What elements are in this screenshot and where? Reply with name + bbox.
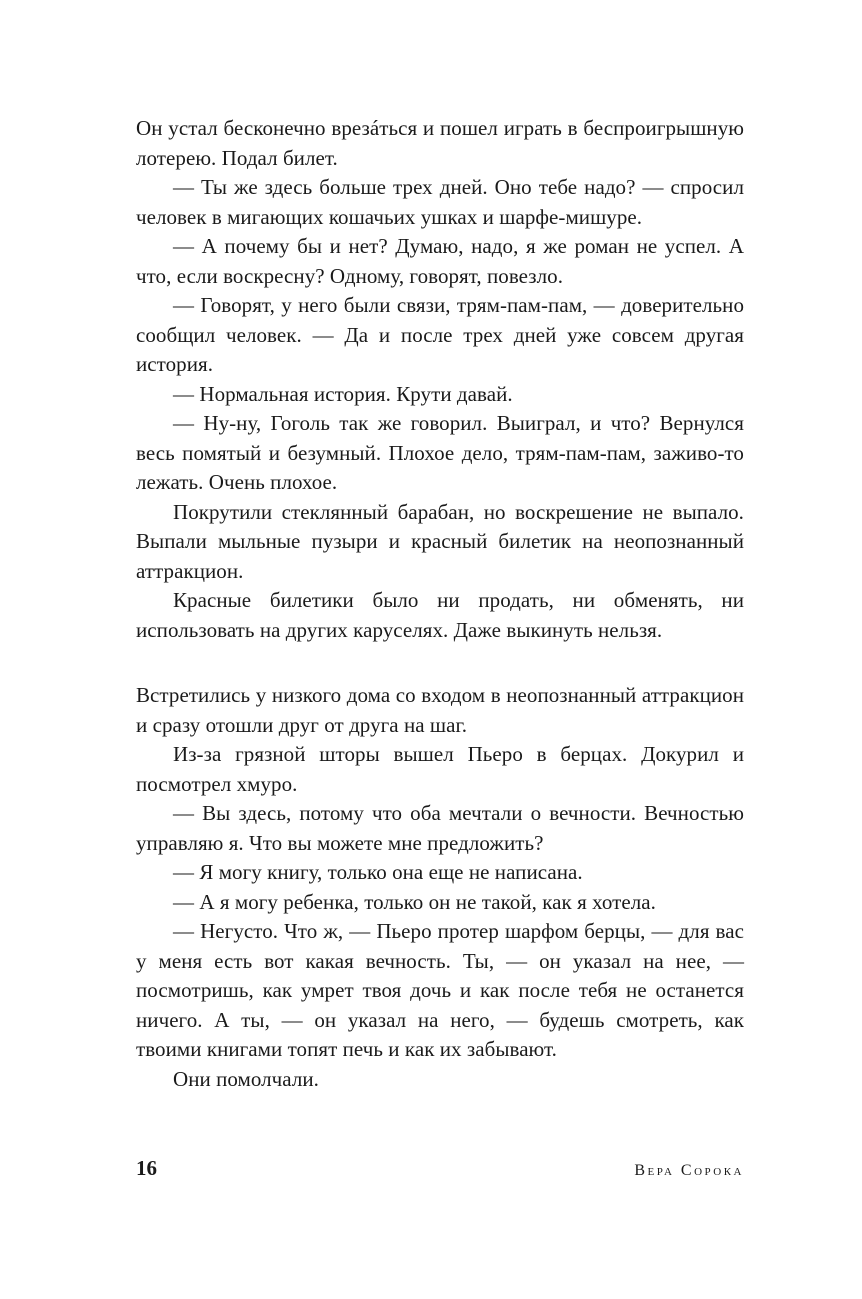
text-section-1 bbox=[136, 114, 744, 645]
paragraph: Красные билетики было ни продать, ни обменять, ни использовать на других каруселях. Даже выкинуть нельзя. bbox=[136, 588, 744, 642]
paragraph: Встретились у низкого дома со входом в неопознанный аттракцион и сразу отошли друг от друга на шаг. bbox=[136, 683, 744, 737]
paragraph: — Ты же здесь больше трех дней. Оно тебе надо? — спросил человек в мигающих кошачьих ушках и шарфе-мишуре. bbox=[136, 175, 744, 229]
paragraph: Он устал бесконечно врезáться и пошел играть в беспроигрышную лотерею. Подал билет. bbox=[136, 116, 744, 170]
paragraph: Из-за грязной шторы вышел Пьеро в берцах. Докурил и посмотрел хмуро. bbox=[136, 742, 744, 796]
text-section-2 bbox=[136, 681, 744, 1094]
paragraph: — Говорят, у него были связи, трям-пам-пам, — доверительно сообщил человек. — Да и после трех дней уже совсем другая история. bbox=[136, 293, 744, 376]
page-footer bbox=[136, 1156, 744, 1186]
running-head-author: Вера Сорока bbox=[634, 1162, 744, 1179]
paragraph: — Негусто. Что ж, — Пьеро протер шарфом берцы, — для вас у меня есть вот какая вечность. Ты, — он указал на нее, — посмотришь, как умрет твоя дочь и как после тебя не останется ничего. А ты, — он указал на него, — будешь смотреть, как твоими книгами топят печь и как их забывают. bbox=[136, 919, 744, 1061]
paragraph: Они помолчали. bbox=[173, 1066, 319, 1091]
page-number: 16 bbox=[136, 1156, 157, 1180]
paragraph: — А я могу ребенка, только он не такой, как я хотела. bbox=[173, 889, 656, 914]
paragraph: — Вы здесь, потому что оба мечтали о вечности. Вечностью управляю я. Что вы можете мне предложить? bbox=[136, 801, 744, 855]
paragraph: — Я могу книгу, только она еще не написана. bbox=[173, 860, 583, 884]
paragraph: — Нормальная история. Крути давай. bbox=[173, 381, 513, 406]
paragraph: Покрутили стеклянный барабан, но воскрешение не выпало. Выпали мыльные пузыри и красный билетик на неопознанный аттракцион. bbox=[136, 499, 744, 583]
paragraph: — А почему бы и нет? Думаю, надо, я же роман не успел. А что, если воскресну? Одному, говорят, повезло. bbox=[136, 234, 744, 288]
paragraph: — Ну-ну, Гоголь так же говорил. Выиграл, и что? Вернулся весь помятый и безумный. Плохое дело, трям-пам-пам, заживо-то лежать. Очень плохое. bbox=[136, 411, 744, 494]
